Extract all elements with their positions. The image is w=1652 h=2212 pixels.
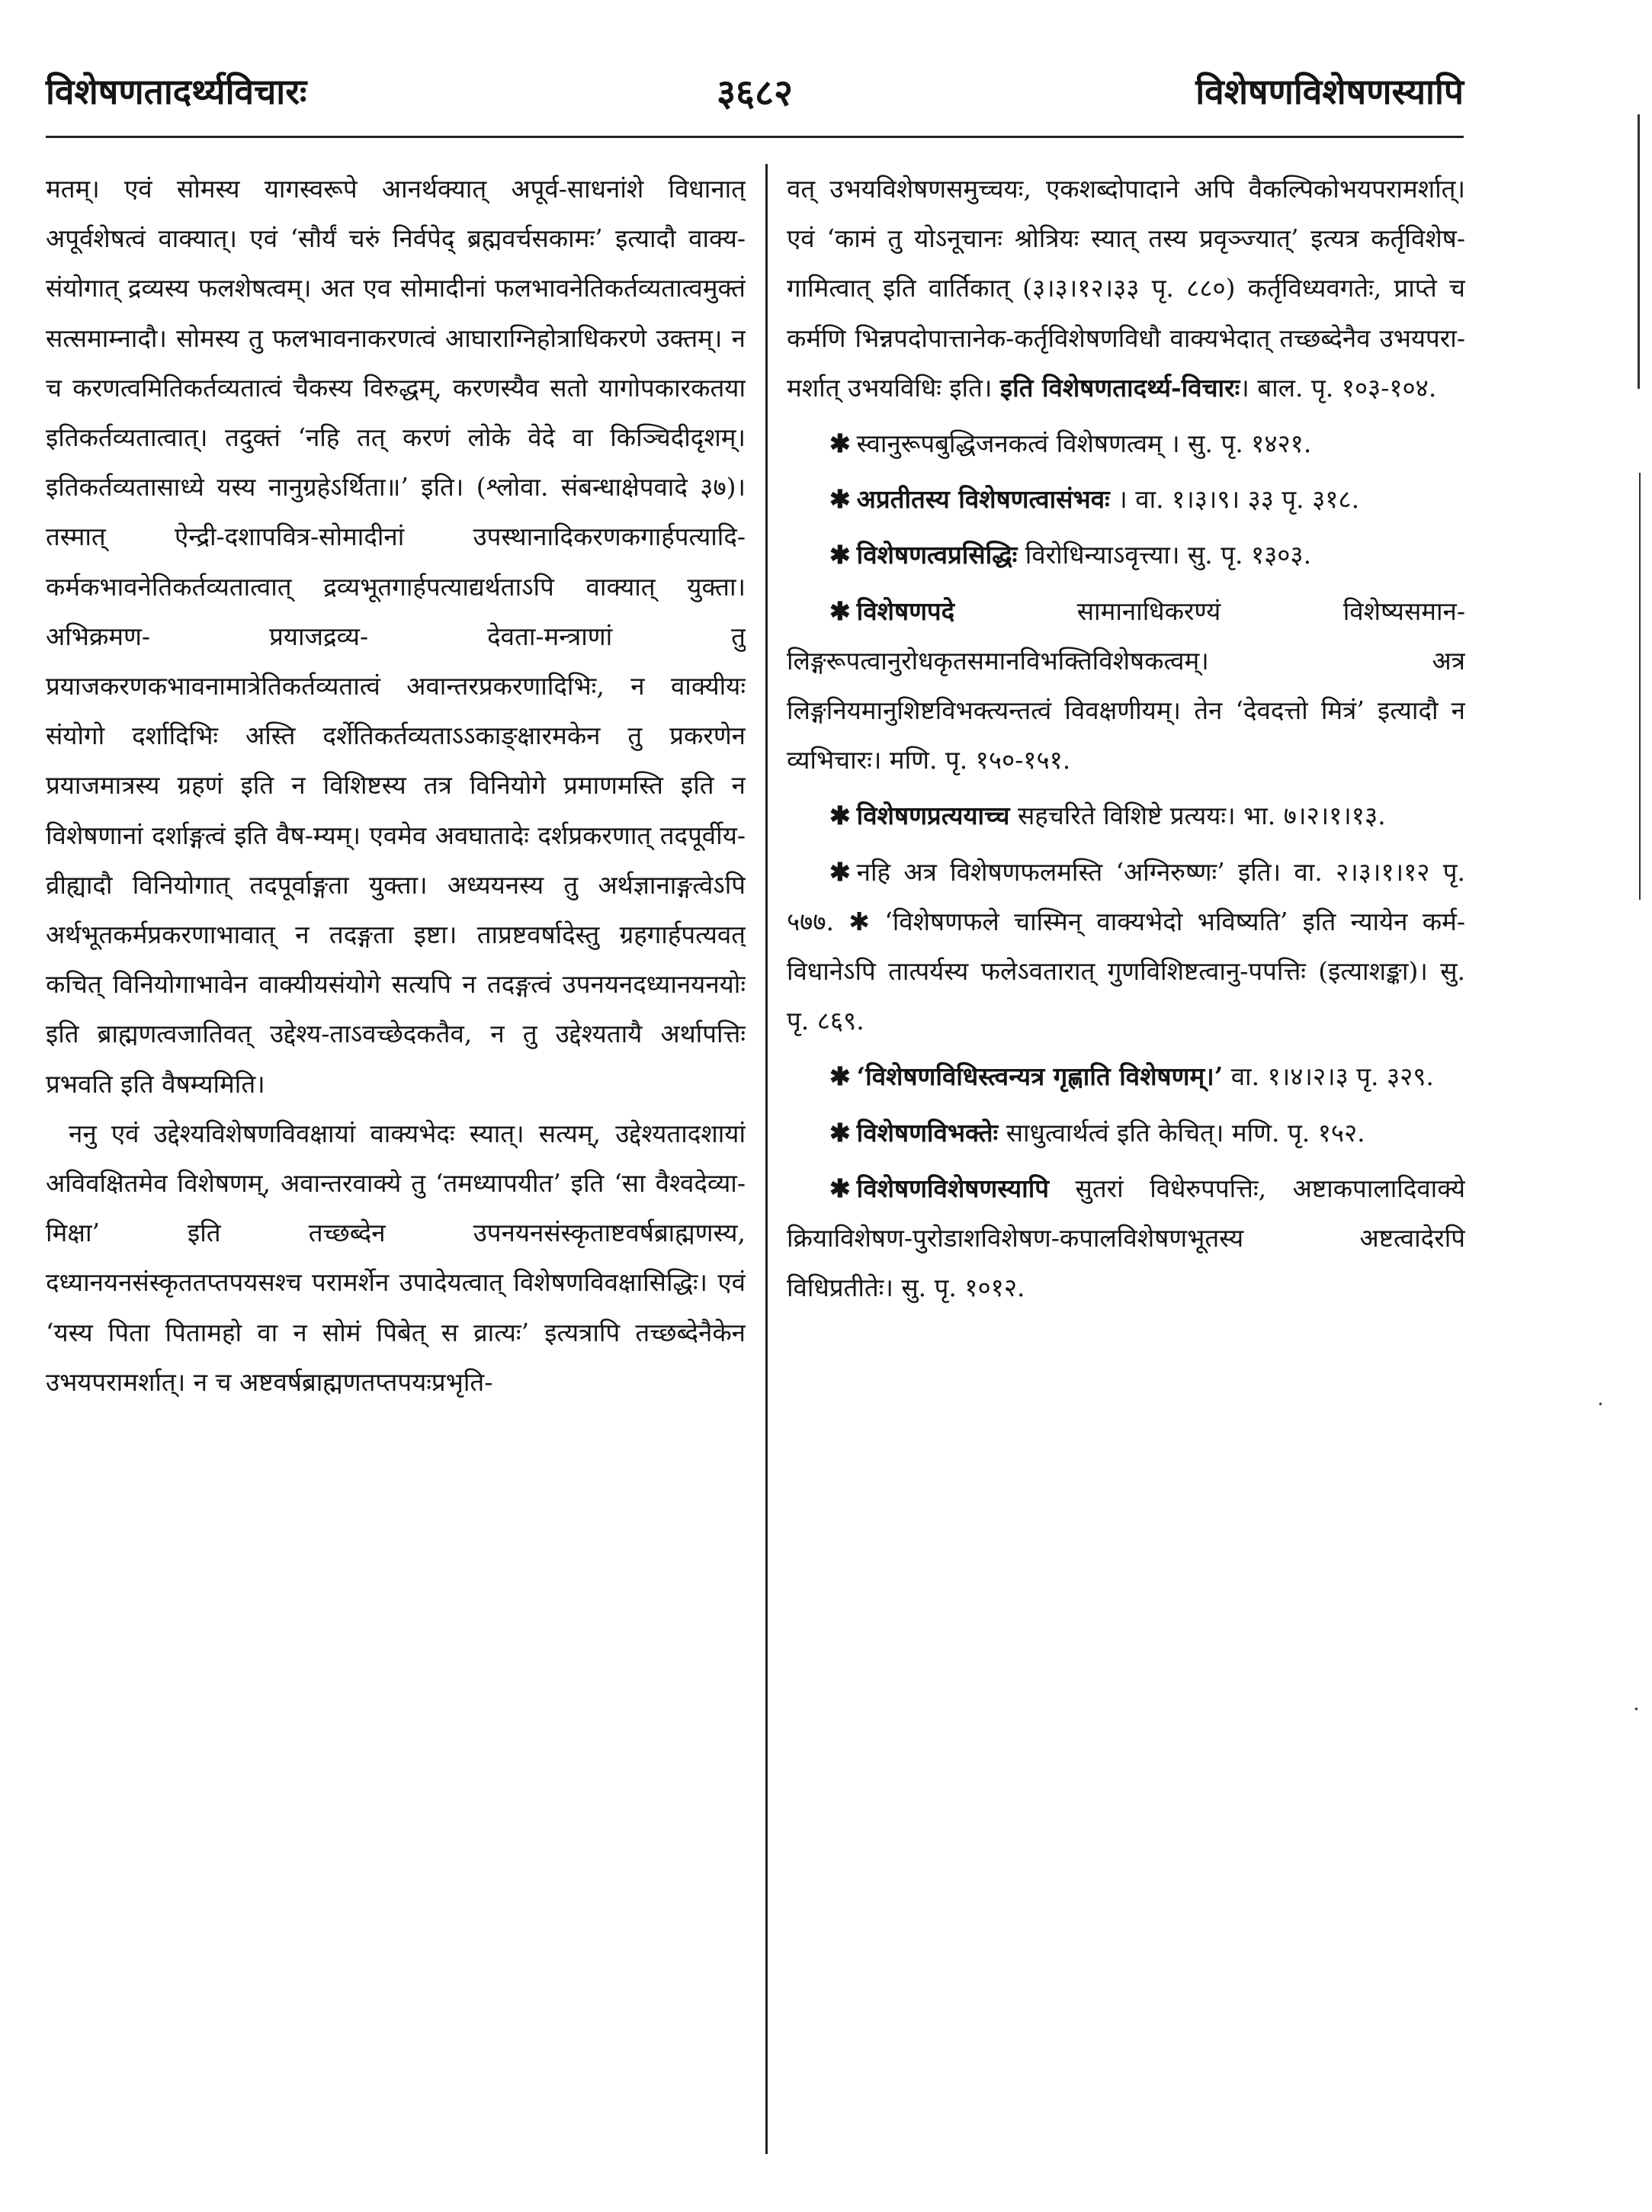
asterisk-bullet-icon: ✱ <box>829 1061 851 1092</box>
entry-headword: स्वानुरूपबुद्धिजनकत्वं विशेषणत्वम् <box>856 429 1163 459</box>
section-close-heading: इति विशेषणतादर्थ्य-विचारः <box>999 372 1240 403</box>
scan-edge-line <box>1638 114 1640 389</box>
asterisk-bullet-icon: ✱ <box>829 1117 851 1148</box>
entry-headword: विशेषणप्रत्ययाच्च <box>856 801 1010 831</box>
entry-headword: नहि अत्र विशेषणफलमस्ति <box>856 856 1103 887</box>
column-divider <box>765 164 768 2154</box>
entry-headword: विशेषणविभक्तेः <box>856 1117 999 1148</box>
dictionary-entry <box>787 419 1465 468</box>
left-paragraph-1: मतम्। एवं सोमस्य यागस्वरूपे आनर्थक्यात् अपूर्व-साधनांशे विधानात् अपूर्वशेषत्वं वाक्यात्। एवं ‘सौर्यं चरुं निर्वपेद् ब्रह्मवर्चसकामः’ इत्यादौ वाक्य-संयोगात् द्रव्यस्य फलशेषत्वम्। अत एव सोमादीनां फलभावनेतिकर्तव्यतात्वमुक्तं सत्समाम्नादौ। सोमस्य तु फलभावनाकरणत्वं आघाराग्निहोत्राधिकरणे उक्तम्। न च करणत्वमितिकर्तव्यतात्वं चैकस्य विरुद्धम्, करणस्यैव सतो यागोपकारकतया इतिकर्तव्यतात्वात्। तदुक्तं ‘नहि तत् करणं लोके वेदे वा किञ्चिदीदृशम्। इतिकर्तव्यतासाध्ये यस्य नानुग्रहेऽर्थिता॥’ इति। (श्लोवा. संबन्धाक्षेपवादे ३७)। तस्मात् ऐन्द्री-दशापवित्र-सोमादीनां उपस्थानादिकरणकगार्हपत्यादि-कर्मकभावनेतिकर्तव्यतात्वात् द्रव्यभूतगार्हपत्याद्यर्थताऽपि वाक्यात् युक्ता। अभिक्रमण- प्रयाजद्रव्य- देवता-मन्त्राणां तु प्रयाजकरणकभावनामात्रेतिकर्तव्यतात्वं अवान्तरप्रकरणादिभिः, न वाक्यीयः संयोगो दर्शादिभिः अस्ति दर्शेतिकर्तव्यताऽऽकाङ्क्षारमकेन तु प्रकरणेन प्रयाजमात्रस्य ग्रहणं इति न विशिष्टस्य तत्र विनियोगे प्रमाणमस्ति इति न विशेषणानां दर्शाङ्गत्वं इति वैष-म्यम्। एवमेव अवघातादेः दर्शप्रकरणात् तदपूर्वीय-व्रीह्यादौ विनियोगात् तदपूर्वाङ्गता युक्ता। अध्ययनस्य तु अर्थज्ञानाङ्गत्वेऽपि अर्थभूतकर्मप्रकरणाभावात् न तदङ्गता इष्टा। ताप्रष्टवर्षादेस्तु ग्रहगार्हपत्यवत् कचित् विनियोगाभावेन वाक्यीयसंयोगे सत्यपि न तदङ्गत्वं उपनयनदध्यानयनयोः इति ब्राह्मणत्वजातिवत् उद्देश्य-ताऽवच्छेदकतैव, न तु उद्देश्यतायै अर्थापत्तिः प्रभवति इति वैषम्यमिति। <box>46 174 746 1099</box>
running-head-left: विशेषणतादर्थ्यविचारः <box>46 71 307 112</box>
dictionary-entry <box>787 847 1465 1046</box>
dictionary-entry <box>787 586 1465 785</box>
dictionary-entry <box>787 474 1465 524</box>
entry-reference: । सु. पृ. १४२१. <box>1170 429 1312 459</box>
page-number: ३६८२ <box>717 72 793 114</box>
asterisk-bullet-icon: ✱ <box>829 801 851 831</box>
dictionary-entry <box>787 1108 1465 1157</box>
entry-reference: वा. १।४।२।३ पृ. ३२९. <box>1230 1061 1434 1092</box>
entry-reference: । वा. १।३।९। ३३ पृ. ३१८. <box>1118 484 1360 515</box>
entry-reference: सहचरिते विशिष्टे प्रत्ययः। भा. ७।२।१।१३. <box>1018 801 1386 831</box>
left-column <box>46 164 746 2177</box>
page-header <box>46 67 1464 137</box>
section-close-reference: । बाल. पृ. १०३-१०४. <box>1240 372 1437 403</box>
entry-headword: ‘विशेषणविधिस्त्वन्यत्र गृह्णाति विशेषणम्।’ <box>856 1061 1224 1092</box>
right-paragraph-1-text: वत् उभयविशेषणसमुच्चयः, एकशब्दोपादाने अपि वैकल्पिकोभयपरामर्शात्। एवं ‘कामं तु योऽनूचानः श्रोत्रियः स्यात् तस्य प्रवृञ्ज्यात्’ इत्यत्र कर्तृविशेष-गामित्वात् इति वार्तिकात् (३।३।१२।३३ पृ. ८८०) कर्तृविध्यवगतेः, प्राप्ते च कर्मणि भिन्नपदोपात्तानेक-कर्तृविशेषणविधौ वाक्यभेदात् तच्छब्देनैव उभयपरा-मर्शात् उभयविधिः इति। <box>787 174 1465 403</box>
scan-speck-icon: · <box>1597 1392 1604 1417</box>
entry-headword: विशेषणत्वप्रसिद्धिः <box>856 540 1018 570</box>
right-column <box>787 164 1465 2177</box>
left-paragraph-2: ननु एवं उद्देश्यविशेषणविवक्षायां वाक्यभेदः स्यात्। सत्यम्, उद्देश्यतादशायां अविवक्षितमेव विशेषणम्, अवान्तरवाक्ये तु ‘तमध्यापयीत’ इति ‘सा वैश्वदेव्या-मिक्षा’ इति तच्छब्देन उपनयनसंस्कृताष्टवर्षब्राह्मणस्य, दध्यानयनसंस्कृततप्तपयसश्च परामर्शेन उपादेयत्वात् विशेषणविवक्षासिद्धिः। एवं ‘यस्य पिता पितामहो वा न सोमं पिबेत् स व्रात्यः’ इत्यत्रापि तच्छब्देनैकेन उभयपरामर्शात्। न च अष्टवर्षब्राह्मणतप्तपयःप्रभृति- <box>46 1118 746 1397</box>
asterisk-bullet-icon: ✱ <box>829 429 851 459</box>
asterisk-bullet-icon: ✱ <box>829 484 851 515</box>
asterisk-bullet-icon: ✱ <box>829 596 851 626</box>
dictionary-entry <box>787 791 1465 840</box>
running-head-right: विशेषणविशेषणस्यापि <box>1195 71 1464 112</box>
entry-headword: विशेषणविशेषणस्यापि <box>856 1173 1050 1203</box>
entry-headword: अप्रतीतस्य विशेषणत्वासंभवः <box>856 484 1110 515</box>
dictionary-entry <box>787 1051 1465 1101</box>
asterisk-bullet-icon: ✱ <box>829 540 851 570</box>
header-rule <box>46 136 1464 138</box>
asterisk-bullet-icon: ✱ <box>829 1173 851 1203</box>
asterisk-bullet-icon: ✱ <box>829 856 851 887</box>
entry-headword: विशेषणपदे <box>856 596 955 626</box>
right-paragraph-1 <box>787 164 1465 413</box>
dictionary-entry <box>787 1164 1465 1313</box>
entry-reference: सामानाधिकरण्यं विशेष्यसमान-लिङ्गरूपत्वानुरोधकृतसमानविभक्तिविशेषकत्वम्। अत्र लिङ्गनियमानुशिष्टविभक्त्यन्तत्वं विवक्षणीयम्। तेन ‘देवदत्तो मित्रं’ इत्यादौ न व्यभिचारः। मणि. पृ. १५०-१५१. <box>787 596 1465 775</box>
dictionary-entry <box>787 530 1465 579</box>
entry-reference: साधुत्वार्थत्वं इति केचित्। मणि. पृ. १५२. <box>1006 1117 1365 1148</box>
scan-edge-line <box>1639 473 1641 900</box>
entry-reference: सुतरां विधेरुपपत्तिः, अष्टाकपालादिवाक्ये क्रियाविशेषण-पुरोडाशविशेषण-कपालविशेषणभूतस्य अष्टत्वादेरपि विधिप्रतीतेः। सु. पृ. १०१२. <box>787 1173 1465 1303</box>
scan-speck-icon: · <box>1633 1697 1640 1722</box>
entry-reference: ‘अग्निरुष्णः’ इति। वा. २।३।१।१२ पृ. ५७७. ✱ ‘विशेषणफले चास्मिन् वाक्यभेदो भविष्यति’ इति न्यायेन कर्म-विधानेऽपि तात्पर्यस्य फलेऽवतारात् गुणविशिष्टत्वानु-पपत्तिः (इत्याशङ्का)। सु. पृ. ८६९. <box>787 856 1465 1036</box>
entry-reference: विरोधिन्याऽवृत्त्या। सु. पृ. १३०३. <box>1025 540 1312 570</box>
